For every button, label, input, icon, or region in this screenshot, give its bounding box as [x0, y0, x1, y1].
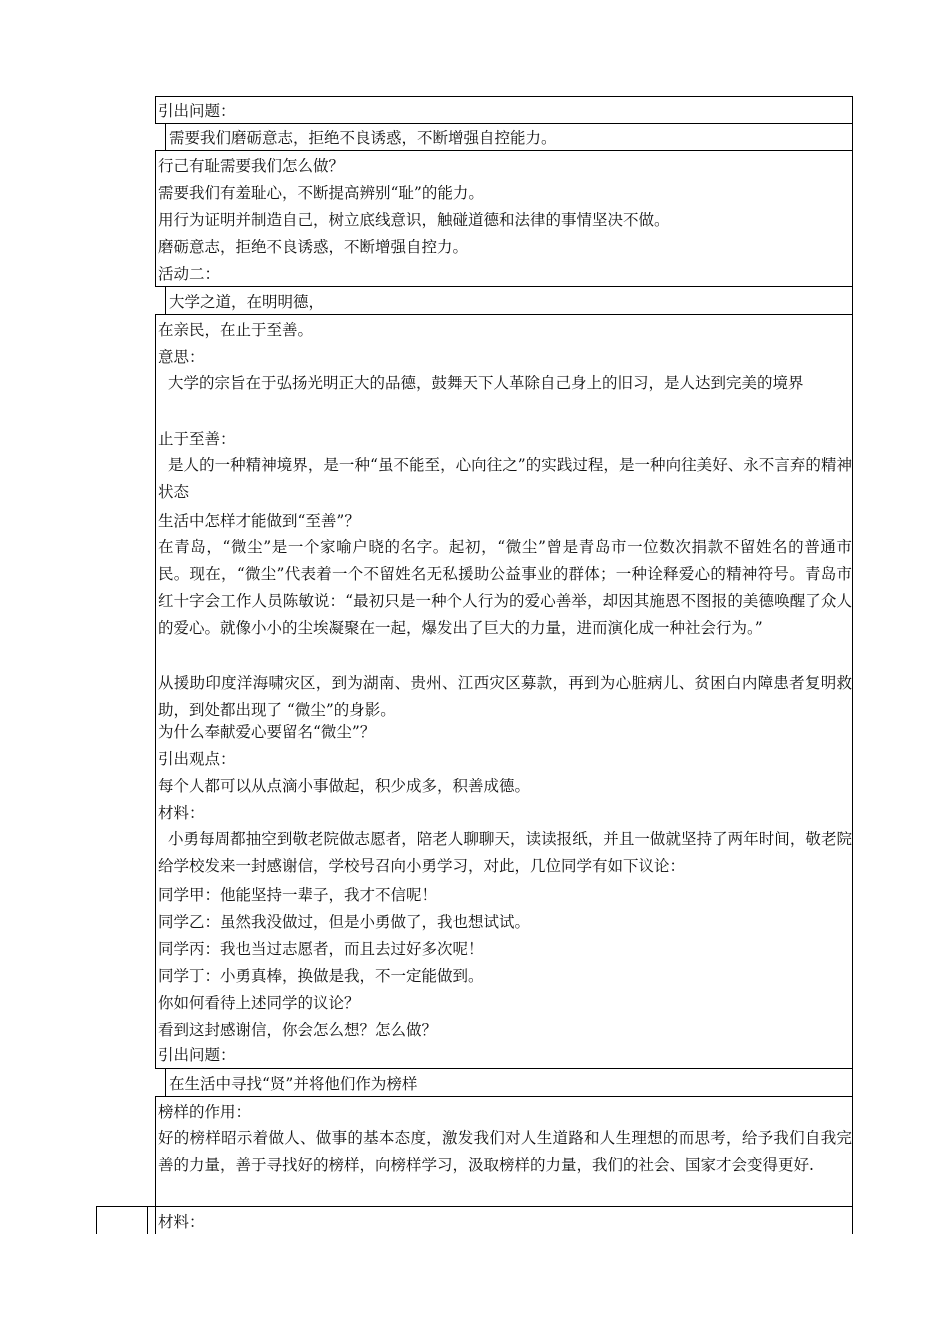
text-line: 引出问题：	[158, 1046, 236, 1064]
text-line: 榜样的作用：	[158, 1103, 252, 1121]
text-line: 材料：	[158, 1213, 205, 1231]
paragraph: 从援助印度洋海啸灾区，到为湖南、贵州、江西灾区募款，再到为心脏病儿、贫困白内障患者复明救助，到处都出现了 “微尘”的身影。	[158, 674, 852, 719]
paragraph: 是人的一种精神境界，是一种“虽不能至，心向往之”的实践过程，是一种向往美好、永不言弃的精神状态	[158, 456, 852, 501]
paragraph: 大学的宗旨在于弘扬光明正大的品德，鼓舞天下人革除自己身上的旧习，是人达到完美的境界	[168, 374, 804, 392]
text-line: 同学甲：他能坚持一辈子，我才不信呢！	[158, 886, 438, 904]
highlight-text: 在生活中寻找“贤”并将他们作为榜样	[169, 1075, 418, 1093]
paragraph: 好的榜样昭示着做人、做事的基本态度，激发我们对人生道路和人生理想的而思考，给予我们自我完善的力量，善于寻找好的榜样，向榜样学习，汲取榜样的力量，我们的社会、国家才会变得更好.	[158, 1129, 852, 1174]
table-rule	[155, 1206, 156, 1234]
text-line: 磨砺意志，拒绝不良诱惑，不断增强自控力。	[158, 238, 469, 256]
text-line: 同学丙：我也当过志愿者，而且去过好多次呢！	[158, 940, 484, 958]
text-line: 行己有耻需要我们怎么做？	[158, 157, 345, 175]
paragraph: 在青岛，“微尘”是一个家喻户晓的名字。起初，“微尘”曾是青岛市一位数次捐款不留姓名的普通市民。现在，“微尘”代表着一个不留姓名无私援助公益事业的群体；一种诠释爱心的精神符号。青岛市红十字会工作人员陈敏说：“最初只是一种个人行为的爱心善举，却因其施恩不图报的美德唤醒了众人的爱心。就像小小的尘埃凝聚在一起，爆发出了巨大的力量，进而演化成一种社会行为。”	[158, 538, 852, 637]
table-rule	[96, 1206, 853, 1207]
text-line: 用行为证明并制造自己，树立底线意识，触碰道德和法律的事情坚决不做。	[158, 211, 670, 229]
text-line: 引出观点：	[158, 750, 236, 768]
table-rule	[147, 1206, 148, 1234]
text-line: 同学乙：虽然我没做过，但是小勇做了，我也想试试。	[158, 913, 531, 931]
table-rule	[96, 1206, 97, 1234]
text-line: 你如何看待上述同学的议论？	[158, 994, 360, 1012]
text-line: 为什么奉献爱心要留名“微尘”？	[158, 723, 376, 741]
table-cell-intro-question	[155, 96, 853, 124]
text-line: 材料：	[158, 804, 205, 822]
text-line: 看到这封感谢信，你会怎么想？怎么做？	[158, 1021, 438, 1039]
text-line: 意思：	[158, 348, 205, 366]
text-line: 需要我们有羞耻心，不断提高辨别“耻”的能力。	[158, 184, 484, 202]
text-line: 引出问题：	[158, 102, 236, 120]
text-line: 在亲民，在止于至善。	[158, 321, 314, 339]
text-line: 活动二：	[158, 265, 221, 283]
highlight-text: 需要我们磨砺意志，拒绝不良诱惑，不断增强自控能力。	[169, 129, 557, 147]
highlight-text: 大学之道，在明明德，	[169, 293, 325, 311]
text-line: 止于至善：	[158, 430, 236, 448]
text-line: 生活中怎样才能做到“至善”？	[158, 512, 360, 530]
table-rule	[852, 1206, 853, 1234]
paragraph: 小勇每周都抽空到敬老院做志愿者，陪老人聊聊天，读读报纸，并且一做就坚持了两年时间，敬老院给学校发来一封感谢信，学校号召向小勇学习，对此，几位同学有如下议论：	[158, 830, 852, 875]
text-line: 同学丁：小勇真棒，换做是我，不一定能做到。	[158, 967, 484, 985]
text-line: 每个人都可以从点滴小事做起，积少成多，积善成德。	[158, 777, 531, 795]
